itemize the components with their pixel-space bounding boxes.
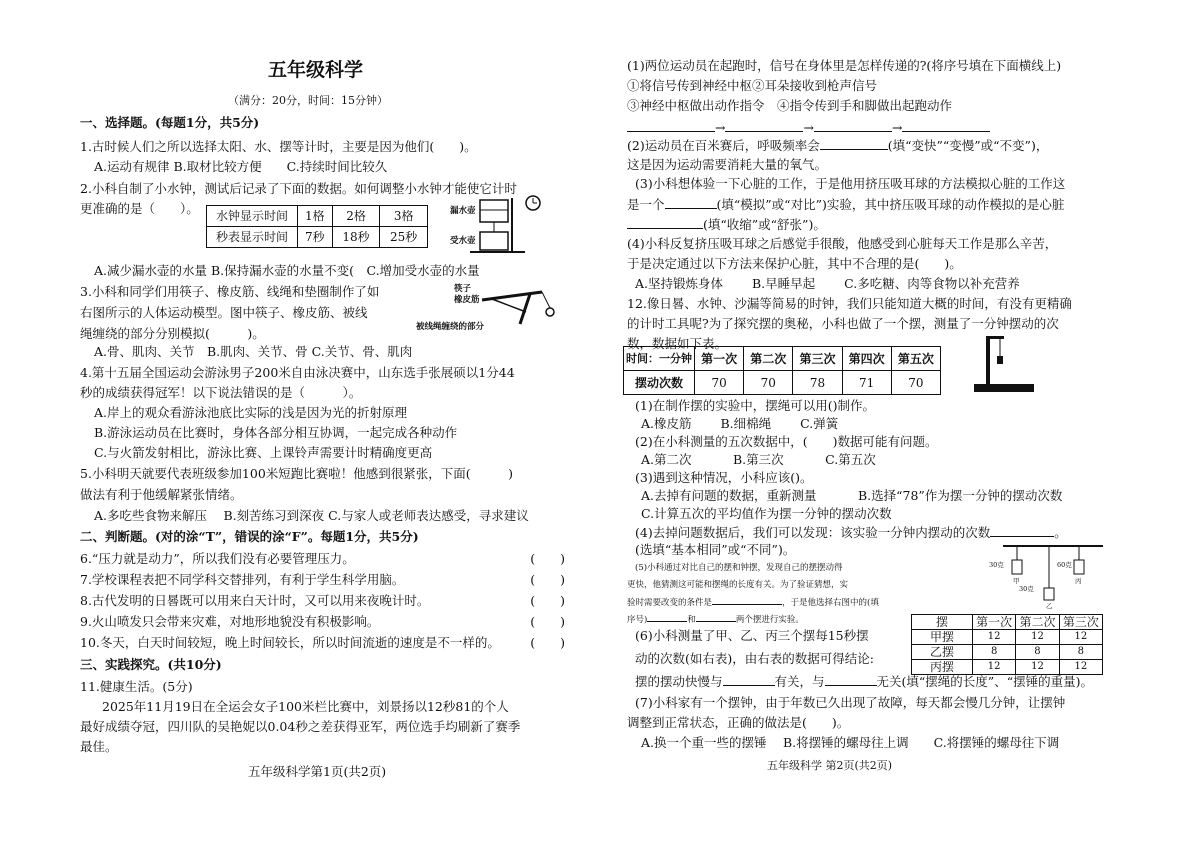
judge-text: 6.“压力就是动力”，所以我们没有必要管理压力。: [80, 551, 355, 566]
section-1-heading: 一、选择题。(每题1分，共5分): [80, 115, 260, 130]
table-cell: 8: [1059, 645, 1102, 660]
arm-model-figure: [412, 282, 567, 334]
table-cell: 2格: [332, 206, 380, 227]
table-cell: 70: [695, 371, 744, 395]
question-2-options: A.减少漏水壶的水量 B.保持漏水壶的水量不变( C.增加受水壶的水量: [94, 263, 480, 278]
table-cell: 第三次: [1059, 615, 1102, 630]
question-1-options: A.运动有规律 B.取材比较方便 C.持续时间比较久: [94, 159, 388, 174]
sub-7-options: A.换一个重一些的摆锤 B.将摆锤的螺母往上调 C.将摆锤的螺母往下调: [641, 735, 1060, 750]
text: 无关(填“摆绳的长度”、“摆锤的重量)。: [876, 674, 1093, 689]
figure-label: 甲: [1013, 577, 1020, 585]
text: (填“变快”“变慢”或“不变”)，: [887, 138, 1049, 153]
sub-7-line-2: 调整到正常状态，正确的做法是( )。: [627, 715, 850, 730]
text: 两个摆进行实验。: [735, 615, 804, 625]
sub-5-line-1: (5)小科通过对比自己的摆和钟摆，发现自己的摆摆动得: [635, 563, 843, 573]
blank-line: [627, 119, 715, 132]
table-cell: 12: [1016, 630, 1059, 645]
judge-9: [80, 614, 565, 630]
pendulum-swing-table: [623, 346, 941, 395]
judge-8: [80, 593, 565, 609]
table-cell: 12: [1059, 660, 1102, 675]
figure-label: 漏水壶: [450, 206, 476, 216]
question-5-line-2: 做法有利于他缓解紧张情绪。: [80, 487, 243, 502]
part-1-items-b: ③神经中枢做出动作指令 ④指令传到手和脚做出起跑动作: [627, 98, 953, 113]
blank-line: [723, 673, 775, 686]
page-footer: 五年级科学第1页(共2页): [248, 764, 387, 779]
table-cell: 水钟显示时间: [207, 206, 298, 227]
table-cell: 第三次: [793, 347, 842, 371]
figure-label: 被线绳缠绕的部分: [416, 322, 485, 332]
figure-label: 筷子: [454, 284, 472, 294]
sub-6-line-1: (6)小科测量了甲、乙、丙三个摆每15秒摆: [635, 628, 869, 643]
figure-label: 30克: [1019, 585, 1034, 593]
figure-label: 乙: [1046, 602, 1053, 610]
sub-7-line-1: (7)小科家有一个摆钟，由于年数已久出现了故障，每天都会慢几分钟，让摆钟: [635, 695, 1066, 710]
arrow-icon: →: [715, 120, 726, 135]
judge-10: [80, 635, 565, 651]
pendulum-stand-figure: [972, 330, 1042, 396]
answer-paren: ( ): [530, 635, 565, 650]
question-4-option-a: A.岸上的观众看游泳池底比实际的浅是因为光的折射原理: [94, 405, 408, 420]
question-4-option-b: B.游泳运动员在比赛时，身体各部分相互协调，一起完成各种动作: [94, 425, 458, 440]
table-cell: 25秒: [380, 227, 428, 248]
blank-line: [627, 216, 703, 229]
table-cell: 第一次: [973, 615, 1016, 630]
table-cell: 7秒: [298, 227, 333, 248]
page-footer: 五年级科学 第2页(共2页): [767, 759, 893, 772]
text: 验时需要改变的条件是: [627, 598, 713, 608]
figure-label: 60克: [1057, 561, 1072, 569]
question-3-line-3: 绳缠绕的部分分别模拟( )。: [80, 326, 265, 341]
question-1: 1.古时候人们之所以选择太阳、水、摆等计时，主要是因为他们( )。: [80, 139, 477, 154]
arrow-icon: →: [803, 120, 814, 135]
table-cell: 甲摆: [912, 630, 973, 645]
table-cell: 丙摆: [912, 660, 973, 675]
part-2-line-1: [627, 137, 1048, 154]
table-cell: 秒表显示时间: [207, 227, 298, 248]
exam-info: （满分：20分，时间：15分钟）: [228, 94, 388, 107]
table-cell: 12: [973, 630, 1016, 645]
part-3-line-2: [627, 196, 1064, 213]
water-clock-table: [206, 205, 428, 248]
blank-line: [696, 611, 736, 622]
text: 有关，与: [774, 674, 825, 689]
question-4-line-2: 秒的成绩获得冠军！以下说法错误的是（ ）。: [80, 385, 362, 400]
answer-sequence: [627, 119, 990, 136]
blank-line: [902, 119, 990, 132]
sub-5-line-4: [627, 611, 804, 628]
table-cell: 1格: [298, 206, 333, 227]
blank-line: [820, 137, 888, 150]
table-cell: 70: [744, 371, 793, 395]
sub-3-option-c: C.计算五次的平均值作为摆一分钟的摆动次数: [641, 506, 892, 521]
sub-2-options: A.第二次 B.第三次 C.第五次: [641, 452, 876, 467]
text: (2)运动员在百米赛后，呼吸频率会: [627, 138, 820, 153]
question-12-line-3: 数，数据如下表。: [627, 336, 728, 351]
figure-label: 受水壶: [450, 236, 476, 246]
answer-paren: ( ): [530, 614, 565, 629]
judge-text: 10.冬天，白天时间较短，晚上时间较长，所以时间流逝的速度是不一样的。: [80, 635, 500, 650]
table-cell: 第一次: [695, 347, 744, 371]
blank-line: [665, 196, 717, 209]
text: 序号): [627, 615, 648, 625]
question-3-line-1: 3.小科和同学们用筷子、橡皮筋、线绳和垫圈制作了如: [80, 284, 380, 299]
table-cell: 12: [973, 660, 1016, 675]
answer-paren: ( ): [530, 551, 565, 566]
table-cell: 乙摆: [912, 645, 973, 660]
table-cell: 18秒: [332, 227, 380, 248]
judge-text: 8.古代发明的日晷既可以用来白天计时，又可以用来夜晚计时。: [80, 593, 430, 608]
part-3-line-1: (3)小科想体验一下心脏的工作，于是他用挤压吸耳球的方法模拟心脏的工作这: [635, 176, 1066, 191]
sub-4-line-1: (4)去掉问题数据后，我们可以发现：该实验一分钟内摆动的次数 。: [635, 525, 1067, 540]
section-3-heading: 三、实践探究。(共10分): [80, 657, 222, 672]
judge-7: [80, 572, 565, 588]
part-3-line-3: [627, 216, 826, 233]
blank-line: [647, 611, 687, 622]
sub-5-line-2: 更快，他猜测这可能和摆绳的长度有关。为了验证猜想，实: [627, 580, 849, 590]
table-cell: 78: [793, 371, 842, 395]
sub-4-line-2: (选填“基本相同”或“不同”)。: [635, 542, 796, 557]
sub-1-options: A.橡皮筋 B.细棉绳 C.弹簧: [641, 416, 839, 431]
judge-text: 7.学校课程表把不同学科交替排列，有利于学生科学用脑。: [80, 572, 405, 587]
part-4-options: A.坚持锻炼身体 B.早睡早起 C.多吃糖、肉等食物以补充营养: [635, 276, 1020, 291]
question-5-line-1: 5.小科明天就要代表班级参加100米短跑比赛啦！他感到很紧张，下面( ): [80, 466, 514, 481]
table-cell: 3格: [380, 206, 428, 227]
table-cell: 摆: [912, 615, 973, 630]
part-4-line-1: (4)小科反复挤压吸耳球之后感觉手很酸，他感受到心脏每天工作是那么辛苦，: [627, 236, 1058, 251]
figure-label: 橡皮筋: [454, 295, 480, 305]
answer-paren: ( ): [530, 572, 565, 587]
text: 摆的摆动快慢与: [635, 674, 723, 689]
table-cell: 第五次: [891, 347, 940, 371]
figure-label: 30克: [989, 561, 1004, 569]
question-11-passage-3: 最佳。: [80, 739, 118, 754]
question-2-line-2: 更准确的是（ ）。: [80, 201, 199, 216]
table-cell: 第四次: [842, 347, 891, 371]
question-2-line-1: 2.小科自制了小水钟，测试后记录了下面的数据。如何调整小水钟才能使它计时: [80, 181, 517, 196]
table-cell: 8: [973, 645, 1016, 660]
table-cell: 8: [1016, 645, 1059, 660]
table-cell: 第二次: [744, 347, 793, 371]
question-3-line-2: 右图所示的人体运动模型。图中筷子、橡皮筋、被线: [80, 305, 368, 320]
text: 是一个: [627, 197, 665, 212]
part-4-line-2: 于是决定通过以下方法来保护心脏，其中不合理的是( )。: [627, 256, 962, 271]
sub-1: (1)在制作摆的实验中，摆绳可以用()制作。: [635, 398, 875, 413]
sub-6-line-2: 动的次数(如右表)，由右表的数据可得结论:: [635, 651, 874, 666]
page-title: 五年级科学: [268, 59, 364, 81]
text: 和: [687, 615, 696, 625]
part-1: (1)两位运动员在起跑时，信号在身体里是怎样传递的?(将序号填在下面横线上): [627, 58, 1062, 73]
question-11: 11.健康生活。(5分): [80, 679, 193, 694]
answer-paren: ( ): [530, 593, 565, 608]
question-5-options: A.多吃些食物来解压 B.刻苦练习到深夜 C.与家人或老师表达感受，寻求建议: [94, 508, 529, 523]
arrow-icon: →: [891, 120, 903, 135]
part-2-line-2: 这是因为运动需要消耗大量的氧气。: [627, 157, 828, 172]
question-4-option-c: C.与火箭发射相比，游泳比赛、上课铃声需要计时精确度更高: [94, 445, 433, 460]
part-1-items-a: ①将信号传到神经中枢②耳朵接收到枪声信号: [627, 78, 878, 93]
section-2-heading: 二、判断题。(对的涂“T”，错误的涂“F”。每题1分，共5分): [80, 529, 419, 544]
blank-line: [825, 673, 877, 686]
pendulum-comparison-table: [911, 614, 1103, 675]
text: (4)去掉问题数据后，我们可以发现：该实验一分钟内摆动的次数: [635, 525, 991, 540]
table-cell: 71: [842, 371, 891, 395]
sub-6-line-3: [635, 673, 1093, 690]
table-cell: 第二次: [1016, 615, 1059, 630]
table-cell: 70: [891, 371, 940, 395]
question-12-line-2: 的计时工具呢?为了探究摆的奥秘，小科也做了一个摆，测量了一分钟摆动的次: [627, 316, 1059, 331]
judge-text: 9.火山喷发只会带来灾难，对地形地貌没有积极影响。: [80, 614, 380, 629]
judge-6: [80, 551, 565, 567]
table-cell: 12: [1059, 630, 1102, 645]
sub-3: (3)遇到这种情况，小科应该()。: [635, 470, 813, 485]
blank-line: [990, 524, 1054, 537]
blank-line: [725, 119, 803, 132]
sub-5-line-3: [627, 594, 879, 611]
table-cell: 12: [1016, 660, 1059, 675]
question-11-passage-2: 最好成绩夺冠，四川队的吴艳妮以0.04秒之差获得亚军，两位选手均刷新了赛季: [80, 719, 521, 734]
question-4-line-1: 4.第十五届全国运动会游泳男子200米自由泳决赛中，山东选手张展硕以1分44: [80, 365, 515, 380]
table-cell: 时间：一分钟: [624, 347, 695, 371]
question-3-options: A.骨、肌肉、关节 B.肌肉、关节、骨 C.关节、骨、肌肉: [94, 344, 413, 359]
blank-line: [712, 594, 782, 605]
sub-3-options-ab: A.去掉有问题的数据，重新测量 B.选择“78”作为摆一分钟的摆动次数: [641, 488, 1063, 503]
three-pendulums-figure: [989, 540, 1115, 610]
figure-label: 丙: [1075, 577, 1082, 585]
text: (填“模拟”或“对比”)实验，其中挤压吸耳球的动作模拟的是心脏: [716, 197, 1065, 212]
blank-line: [814, 119, 892, 132]
text: (填“收缩”或“舒张”)。: [703, 217, 826, 232]
text: ，于是他选择右图中的(填: [782, 598, 879, 608]
sub-2: (2)在小科测量的五次数据中，( )数据可能有问题。: [635, 434, 938, 449]
table-cell: 摆动次数: [624, 371, 695, 395]
question-11-passage-1: 2025年11月19日在全运会女子100米栏比赛中，刘景扬以12秒81的个人: [102, 699, 509, 714]
water-clock-figure: [450, 188, 550, 258]
question-12-line-1: 12.像日晷、水钟、沙漏等简易的时钟，我们只能知道大概的时间，有没有更精确: [627, 296, 1072, 311]
